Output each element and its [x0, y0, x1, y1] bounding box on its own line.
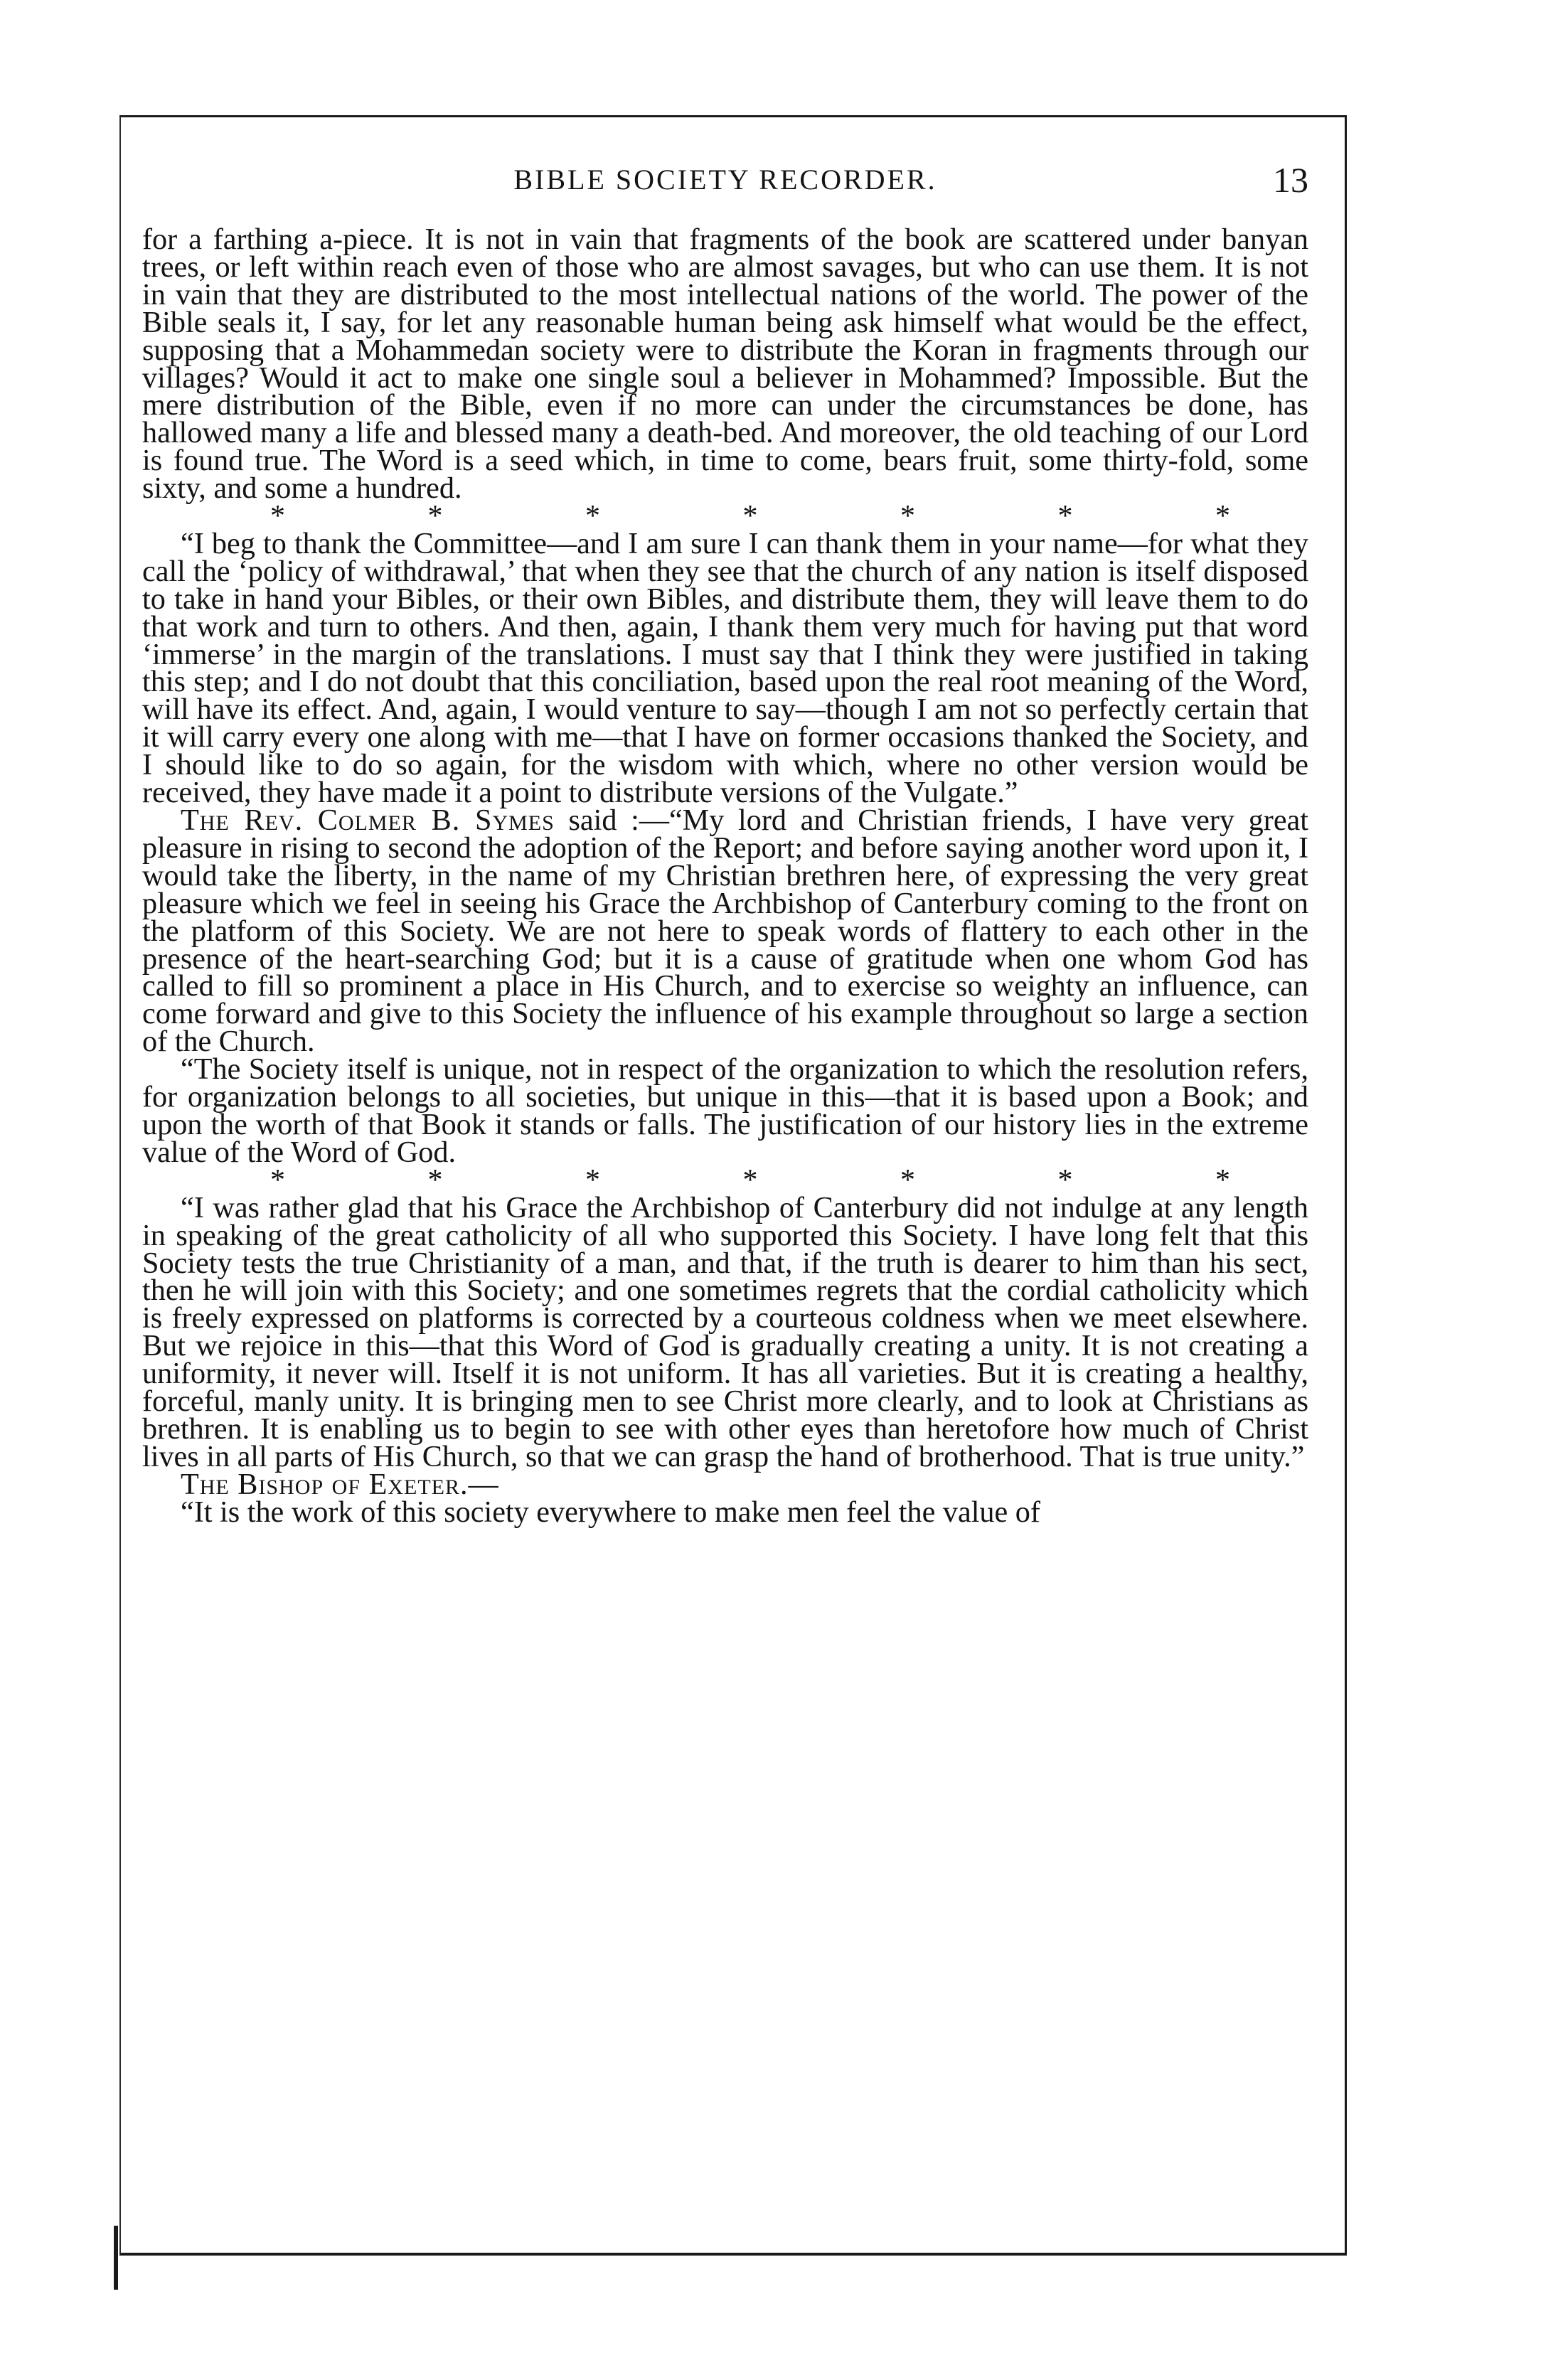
paragraph-6: “It is the work of this society everywhere to make men feel the value of [181, 1495, 1040, 1529]
asterisk: * [1215, 500, 1230, 533]
speaker-name: The Rev. Colmer B. Symes [181, 804, 555, 838]
asterisk: * [900, 500, 915, 533]
asterisk: * [1057, 500, 1073, 533]
page-header [142, 155, 1308, 205]
paragraph-5: “I was rather glad that his Grace the Archbishop of Canterbury did not indulge at any length in speaking of the great catholicity of all who supported this Society. I have long felt that this Society tests the true Christianity of a man, and that, if the truth is dearer to him than his sect, then he will join with this Society; and one sometimes regrets that the cordial catholicity which is freely expressed on platforms is corrected by a courteous coldness when we meet elsewhere. But we rejoice in this—that this Word of God is gradually creating a unity. It is not creating a uniformity, it never will. Itself it is not uniform. It has all varieties. But it is creating a healthy, forceful, manly unity. It is bringing men to see Christ more clearly, and to look at Christians as brethren. It is enabling us to begin to see with other eyes than heretofore how much of Christ lives in all parts of His Church, so that we can grasp the hand of brotherhood. That is true unity.” [142, 1190, 1308, 1473]
asterisk: * [742, 1163, 758, 1197]
asterisk: * [270, 500, 285, 533]
asterisk: * [427, 500, 443, 533]
section-break-2 [142, 1163, 1308, 1197]
paragraph-3 [142, 804, 1308, 1059]
asterisk: * [270, 1163, 285, 1197]
paragraph-3-text: said :—“My lord and Christian friends, I have very great pleasure in rising to second the adoption of the Report; and before saying another word upon it, I would take the liberty, in the name of my Christian brethren here, of expressing the very great pleasure which we feel in seeing his Grace the Archbishop of Canterbury coming to the front on the platform of this Society. We are not here to speak words of flattery to each other in the presence of the heart-searching God; but it is a cause of gratitude when one whom God has called to fill so prominent a place in His Church, and to exercise so weighty an influence, can come forward and give to this Society the influence of his example throughout so large a section of the Church. [142, 804, 1308, 1059]
asterisk: * [585, 500, 600, 533]
asterisk: * [427, 1163, 443, 1197]
asterisk: * [1215, 1163, 1230, 1197]
asterisk: * [742, 500, 758, 533]
article-body [142, 223, 1308, 1529]
asterisk: * [585, 1163, 600, 1197]
paragraph-2: “I beg to thank the Committee—and I am sure I can thank them in your name—for what they call the ‘policy of withdrawal,’ that when they see that the church of any nation is itself disposed to take in hand your Bibles, or their own Bibles, and distribute them, they will leave them to do that work and turn to others. And then, again, I thank them very much for having put that word ‘immerse’ in the margin of the translations. I must say that I think they were justified in taking this step; and I do not doubt that this conciliation, based upon the real root meaning of the Word, will have its effect. And, again, I would venture to say—though I am not so perfectly certain that it will carry every one along with me—that I have on former occasions thanked the Society, and I should like to do so again, for the wisdom with which, where no other version would be received, they have made it a point to distribute versions of the Vulgate.” [142, 526, 1308, 810]
running-head: BIBLE SOCIETY RECORDER. [513, 164, 937, 196]
speaker-heading [142, 1467, 1308, 1501]
speaker-name: The Bishop of Exeter.— [181, 1467, 499, 1501]
asterisk: * [900, 1163, 915, 1197]
binding-mark [114, 2226, 118, 2290]
paragraph-4: “The Society itself is unique, not in respect of the organization to which the resolution refers, for organization belongs to all societies, but unique in this—that it is based upon a Book; and upon the worth of that Book it stands or falls. The justification of our history lies in the extreme value of the Word of God. [142, 1052, 1308, 1169]
paragraph-1: for a farthing a-piece. It is not in vain that fragments of the book are scattered under banyan trees, or left within reach even of those who are almost savages, but who can use them. It is not in vain that they are distributed to the most intellectual nations of the world. The power of the Bible seals it, I say, for let any reasonable human being ask himself what would be the effect, supposing that a Mohammedan society were to distribute the Koran in fragments through our villages? Would it act to make one single soul a believer in Mohammed? Impossible. But the mere distribution of the Bible, even if no more can under the circumstances be done, has hallowed many a life and blessed many a death-bed. And moreover, the old teaching of our Lord is found true. The Word is a seed which, in time to come, bears fruit, some thirty-fold, some sixty, and some a hundred. [142, 223, 1308, 506]
asterisk: * [1057, 1163, 1073, 1197]
page-number: 13 [1273, 160, 1308, 200]
